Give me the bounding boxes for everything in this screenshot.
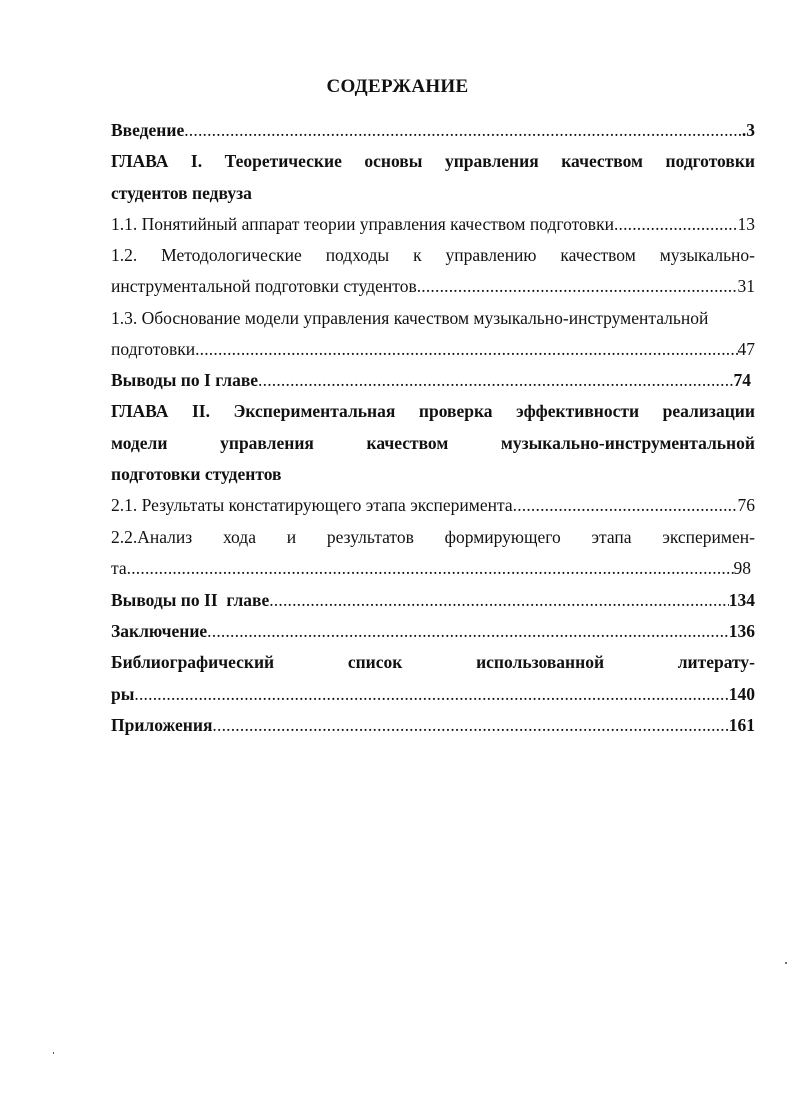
toc-page-number: 47 xyxy=(737,339,755,359)
dot-leader xyxy=(207,618,729,644)
word: подготовки xyxy=(665,151,755,171)
toc-page-number: 76 xyxy=(737,495,755,515)
toc-entry-1-1 xyxy=(111,211,755,237)
word: I. xyxy=(190,151,203,171)
word: ГЛАВА xyxy=(111,151,169,171)
dot-leader xyxy=(184,117,742,143)
dot-leader xyxy=(127,555,734,581)
toc-page-number: 31 xyxy=(737,276,755,296)
dot-leader xyxy=(417,273,738,299)
toc-entry-conclusions-1 xyxy=(111,367,751,393)
word: основы xyxy=(364,151,423,171)
toc-entry-bibliography: Библиографический список использованной литерату- xyxy=(111,652,755,672)
toc-entry-text: 1.1. Понятийный аппарат теории управления качеством подготовки xyxy=(111,214,614,234)
scan-speck xyxy=(53,1052,54,1054)
dot-leader xyxy=(195,336,737,362)
toc-chapter2-heading-line2: модели управления качеством музыкально-инструментальной xyxy=(111,433,755,453)
toc-entry-text: та xyxy=(111,558,127,578)
toc-entry-2-2-cont xyxy=(111,555,751,581)
toc-entry-bibliography-cont xyxy=(111,681,755,707)
toc-entry-text: подготовки xyxy=(111,339,196,359)
toc-entry-text: ры xyxy=(111,684,135,704)
toc-entry-appendix xyxy=(111,712,755,738)
toc-page-number: 140 xyxy=(728,684,755,704)
toc-entry-1-3: 1.3. Обоснование модели управления качеством музыкально-инструментальной xyxy=(111,308,709,328)
word: Теоретические xyxy=(224,151,342,171)
word: управления xyxy=(444,151,539,171)
toc-chapter2-heading: ГЛАВА II. Экспериментальная проверка эффективности реализации xyxy=(111,401,755,421)
toc-entry-text: Выводы по II главе xyxy=(111,590,270,610)
toc-entry-text: инструментальной подготовки студентов xyxy=(111,276,417,296)
toc-entry-2-2: 2.2.Анализ хода и результатов формирующего этапа эксперимен- xyxy=(111,527,755,547)
dot-leader xyxy=(513,492,738,518)
dot-leader xyxy=(269,587,729,613)
toc-entry-1-3-cont xyxy=(111,336,755,362)
page-title: СОДЕРЖАНИЕ xyxy=(326,76,469,97)
toc-page-number: 98 xyxy=(733,558,751,578)
dot-leader xyxy=(614,211,738,237)
toc-entry-conclusions-2 xyxy=(111,587,755,613)
toc-entry-text: Выводы по I главе xyxy=(111,370,259,390)
toc-chapter2-heading-cont: подготовки студентов xyxy=(111,464,282,484)
toc-entry-intro xyxy=(111,117,755,143)
toc-entry-1-2-cont xyxy=(111,273,755,299)
toc-entry-2-1 xyxy=(111,492,755,518)
word: качеством xyxy=(561,151,643,171)
scan-speck xyxy=(785,962,787,964)
toc-page-number: .3 xyxy=(741,120,755,140)
dot-leader xyxy=(258,367,733,393)
toc-page-number: 161 xyxy=(728,715,755,735)
toc-chapter1-heading xyxy=(111,148,755,174)
toc-entry-text: Заключение xyxy=(111,621,208,641)
toc-page-number: 13 xyxy=(737,214,755,234)
toc-page-number: 74 xyxy=(733,370,751,390)
toc-entry-1-2: 1.2. Методологические подходы к управлению качеством музыкально- xyxy=(111,245,755,265)
toc-chapter1-heading-cont: студентов педвуза xyxy=(111,183,252,203)
toc-entry-text: 2.1. Результаты констатирующего этапа эксперимента xyxy=(111,495,513,515)
toc-entry-text: Приложения xyxy=(111,715,213,735)
toc-page-number: 136 xyxy=(728,621,755,641)
toc-entry-conclusion xyxy=(111,618,755,644)
dot-leader xyxy=(212,712,728,738)
toc-entry-text: Введение xyxy=(111,120,185,140)
dot-leader xyxy=(134,681,728,707)
toc-page-number: 134 xyxy=(728,590,755,610)
